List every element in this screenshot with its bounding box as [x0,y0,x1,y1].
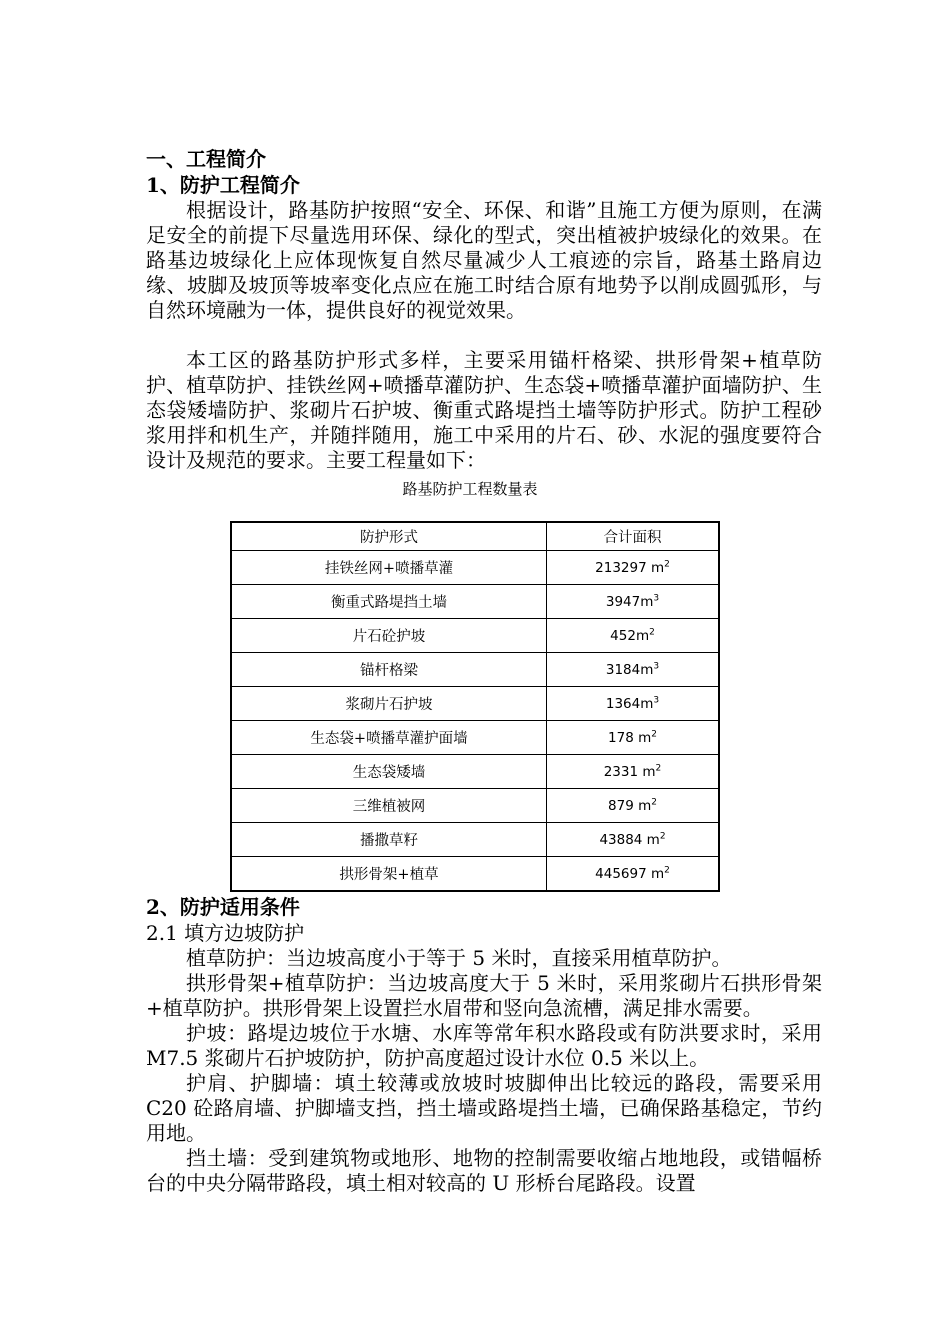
area-value: 445697 m [595,865,665,882]
area-value: 213297 m [595,559,665,576]
table-row [231,823,719,857]
unit-exponent: 2 [659,831,666,841]
protection-type-cell: 生态袋+喷播草灌护面墙 [231,721,547,755]
paragraph: 本工区的路基防护形式多样，主要采用锚杆格梁、拱形骨架+植草防护、植草防护、挂铁丝网+喷播草灌防护、生态袋+喷播草灌护面墙防护、生态袋矮墙防护、浆砌片石护坡、衡重式路堤挡土墙等防护形式。防护工程砂浆用拌和机生产，并随拌随用，施工中采用的片石、砂、水泥的强度要符合设计及规范的要求。主要工程量如下： [146,348,822,472]
table-body [231,551,719,892]
unit-exponent: 3 [653,593,660,603]
area-value: 3184m [605,661,654,678]
document-body [146,146,822,1196]
total-area-cell [547,755,720,789]
table-row [231,755,719,789]
unit-exponent: 2 [651,729,657,739]
area-value: 3947m [605,593,654,610]
table-header-cell: 防护形式 [231,522,547,551]
section-2 [146,894,822,1196]
table-caption: 路基防护工程数量表 [402,480,538,498]
quantity-table [230,521,720,892]
area-value: 178 m [608,729,652,746]
paragraph: 根据设计，路基防护按照“安全、环保、和谐”且施工方便为原则，在满足安全的前提下尽量选用环保、绿化的型式，突出植被护坡绿化的效果。在路基边坡绿化上应体现恢复自然尽量减少人工痕迹的宗旨，路基土路肩边缘、坡脚及坡顶等坡率变化点应在施工时结合原有地势予以削成圆弧形，与自然环境融为一体，提供良好的视觉效果。 [146,198,822,322]
total-area-cell [547,857,720,892]
area-value: 879 m [608,797,652,814]
protection-type-cell: 浆砌片石护坡 [231,687,547,721]
total-area-cell [547,653,720,687]
protection-type-cell: 拱形骨架+植草 [231,857,547,892]
total-area-cell [547,619,720,653]
protection-type-cell: 播撒草籽 [231,823,547,857]
table-header-cell: 合计面积 [547,522,720,551]
table-row [231,551,719,585]
table-row [231,721,719,755]
area-value: 452m [610,627,650,644]
paragraph: 护肩、护脚墙：填土较薄或放坡时坡脚伸出比较远的路段，需要采用 C20 砼路肩墙、护脚墙支挡，挡土墙或路堤挡土墙，已确保路基稳定，节约用地。 [146,1071,822,1145]
subsection-title: 1、防护工程简介 [146,173,300,197]
table-header-row [231,522,719,551]
paragraph: 拱形骨架+植草防护：当边坡高度大于 5 米时，采用浆砌片石拱形骨架+植草防护。拱形骨架上设置拦水眉带和竖向急流槽，满足排水需要。 [146,971,822,1020]
table-row [231,687,719,721]
table-row [231,789,719,823]
table-row [231,619,719,653]
total-area-cell [547,721,720,755]
unit-exponent: 2 [664,559,670,569]
area-value: 1364m [605,695,654,712]
unit-exponent: 3 [653,695,660,705]
paragraph: 护坡：路堤边坡位于水塘、水库等常年积水路段或有防洪要求时，采用 M7.5 浆砌片石护坡防护，防护高度超过设计水位 0.5 米以上。 [146,1021,822,1070]
protection-type-cell: 挂铁丝网+喷播草灌 [231,551,547,585]
unit-exponent: 2 [664,865,670,875]
total-area-cell [547,823,720,857]
protection-type-cell: 片石砼护坡 [231,619,547,653]
unit-exponent: 3 [653,661,660,671]
unit-exponent: 2 [655,763,662,773]
unit-exponent: 2 [649,627,655,637]
paragraph: 植草防护：当边坡高度小于等于 5 米时，直接采用植草防护。 [186,946,732,970]
table-row [231,857,719,892]
subsection-subtitle: 2.1 填方边坡防护 [146,921,305,945]
paragraph-gap [146,323,822,348]
protection-type-cell: 生态袋矮墙 [231,755,547,789]
table-row [231,653,719,687]
paragraph: 挡土墙：受到建筑物或地形、地物的控制需要收缩占地地段，或错幅桥台的中央分隔带路段，填土相对较高的 U 形桥台尾路段。设置 [146,1146,822,1195]
subsection-title: 2、防护适用条件 [146,895,300,919]
total-area-cell [547,585,720,619]
protection-type-cell: 衡重式路堤挡土墙 [231,585,547,619]
total-area-cell [547,551,720,585]
area-value: 43884 m [599,831,660,848]
table-row [231,585,719,619]
area-value: 2331 m [603,763,656,780]
total-area-cell [547,687,720,721]
section-title: 一、工程简介 [146,147,266,171]
protection-type-cell: 三维植被网 [231,789,547,823]
total-area-cell [547,789,720,823]
protection-type-cell: 锚杆格梁 [231,653,547,687]
unit-exponent: 2 [651,797,657,807]
